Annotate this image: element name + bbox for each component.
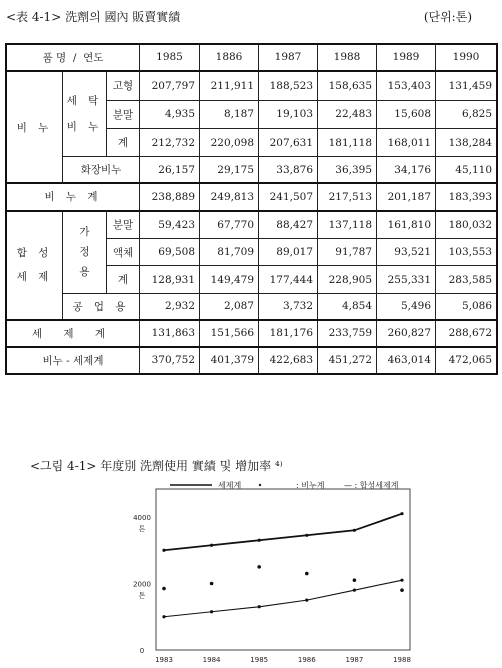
table-header-row <box>7 45 497 71</box>
cell-value: 201,187 <box>377 183 436 210</box>
cell-value: 19,103 <box>259 100 318 128</box>
chart-marks <box>162 512 404 618</box>
synthetic-detergent-point <box>305 599 308 602</box>
figure-caption: <그림 4-1> 年度別 洗劑使用 實績 및 增加率 ⁴⁾ <box>30 459 283 473</box>
cell-value: 288,672 <box>436 320 497 347</box>
cell-value: 22,483 <box>318 100 377 128</box>
row-label: 비 누 계 <box>7 183 140 210</box>
soap-total-point <box>400 588 404 592</box>
unit-note: (단위:톤) <box>423 10 472 24</box>
cell-value: 188,523 <box>259 71 318 100</box>
row-label: 비누 - 세제계 <box>7 347 140 374</box>
group-soap: 비 누 <box>7 71 63 183</box>
cell-value: 3,732 <box>259 293 318 319</box>
header-year-label: 연도 <box>83 51 104 64</box>
legend-label-total: 세제계 <box>218 481 242 490</box>
soap-total-point <box>305 572 309 576</box>
cell-value: 161,810 <box>377 211 436 239</box>
x-tick-label: 1984 <box>202 656 221 664</box>
cell-value: 26,157 <box>140 157 200 183</box>
cell-value: 241,507 <box>259 183 318 210</box>
detergent-total-point <box>210 544 213 547</box>
y-tick-label: 0 <box>139 647 145 655</box>
chart-axes <box>133 489 411 664</box>
cell-value: 255,331 <box>377 266 436 293</box>
soap-total-point <box>353 578 357 582</box>
y-tick-label: 톤 <box>138 591 146 600</box>
cell-value: 149,479 <box>200 266 259 293</box>
header-year: 1988 <box>318 45 377 71</box>
cell-value: 211,911 <box>200 71 259 100</box>
table-row <box>7 71 497 100</box>
row-label: 공 업 용 <box>63 293 140 319</box>
cell-value: 238,889 <box>140 183 200 210</box>
detergent-total-point <box>400 512 403 515</box>
table-row-subtotal <box>7 320 497 347</box>
cell-value: 59,423 <box>140 211 200 239</box>
cell-value: 5,086 <box>436 293 497 319</box>
synthetic-detergent-point <box>400 579 403 582</box>
row-label: 세 제 계 <box>7 320 140 347</box>
x-tick-label: 1985 <box>250 656 269 664</box>
header-year: 1886 <box>200 45 259 71</box>
cell-value: 177,444 <box>259 266 318 293</box>
cell-value: 228,905 <box>318 266 377 293</box>
x-tick-label: 1986 <box>297 656 316 664</box>
cell-value: 138,284 <box>436 128 497 156</box>
soap-total-point <box>210 582 214 586</box>
cell-value: 451,272 <box>318 347 377 374</box>
header-item-label: 품 명 <box>42 51 67 64</box>
cell-value: 45,110 <box>436 157 497 183</box>
cell-value: 283,585 <box>436 266 497 293</box>
row-label: 고형 <box>107 71 140 100</box>
cell-value: 180,032 <box>436 211 497 239</box>
cell-value: 131,863 <box>140 320 200 347</box>
cell-value: 36,395 <box>318 157 377 183</box>
cell-value: 69,508 <box>140 239 200 266</box>
cell-value: 67,770 <box>200 211 259 239</box>
sales-table <box>6 44 497 374</box>
soap-total-point <box>257 565 261 569</box>
cell-value: 472,065 <box>436 347 497 374</box>
plot-frame <box>156 489 410 650</box>
row-label: 계 <box>107 128 140 156</box>
detergent-usage-chart <box>100 475 480 665</box>
cell-value: 137,118 <box>318 211 377 239</box>
table-row <box>7 293 497 319</box>
cell-value: 249,813 <box>200 183 259 210</box>
x-tick-label: 1988 <box>393 656 411 664</box>
group-laundry-soap: 세 탁 비 누 <box>63 71 107 157</box>
cell-value: 33,876 <box>259 157 318 183</box>
row-label: 분말 <box>107 100 140 128</box>
row-label: 계 <box>107 266 140 293</box>
cell-value: 93,521 <box>377 239 436 266</box>
header-slash: / <box>72 51 77 64</box>
cell-value: 131,459 <box>436 71 497 100</box>
cell-value: 370,752 <box>140 347 200 374</box>
cell-value: 2,087 <box>200 293 259 319</box>
detergent-total-point <box>258 539 261 542</box>
cell-value: 88,427 <box>259 211 318 239</box>
cell-value: 207,797 <box>140 71 200 100</box>
legend-label-synthetic: — : 합성세제계 <box>344 481 399 490</box>
header-item-year-cell <box>7 45 140 71</box>
cell-value: 260,827 <box>377 320 436 347</box>
cell-value: 212,732 <box>140 128 200 156</box>
synthetic-detergent-point <box>258 605 261 608</box>
table-row <box>7 157 497 183</box>
y-tick-label: 4000 <box>133 514 151 522</box>
cell-value: 158,635 <box>318 71 377 100</box>
cell-value: 4,854 <box>318 293 377 319</box>
cell-value: 2,932 <box>140 293 200 319</box>
cell-value: 15,608 <box>377 100 436 128</box>
cell-value: 207,631 <box>259 128 318 156</box>
cell-value: 29,175 <box>200 157 259 183</box>
legend-label-soap: : 비누계 <box>296 481 325 490</box>
table-row <box>7 211 497 239</box>
row-label: 분말 <box>107 211 140 239</box>
cell-value: 401,379 <box>200 347 259 374</box>
cell-value: 153,403 <box>377 71 436 100</box>
synthetic-detergent-point <box>162 615 165 618</box>
cell-value: 233,759 <box>318 320 377 347</box>
y-tick-label: 2000 <box>133 580 151 589</box>
cell-value: 422,683 <box>259 347 318 374</box>
cell-value: 4,935 <box>140 100 200 128</box>
table-row-subtotal <box>7 183 497 210</box>
header-year: 1989 <box>377 45 436 71</box>
y-tick-label: 톤 <box>138 525 146 533</box>
row-label: 액체 <box>107 239 140 266</box>
cell-value: 8,187 <box>200 100 259 128</box>
table-caption: <表 4-1> 洗劑의 國內 販賣實績 <box>6 10 181 24</box>
table-row-total <box>7 347 497 374</box>
cell-value: 89,017 <box>259 239 318 266</box>
header-year: 1987 <box>259 45 318 71</box>
soap-total-point <box>162 587 166 591</box>
detergent-total-point <box>162 549 165 552</box>
cell-value: 34,176 <box>377 157 436 183</box>
cell-value: 183,393 <box>436 183 497 210</box>
cell-value: 128,931 <box>140 266 200 293</box>
group-household: 가 정 용 <box>63 211 107 294</box>
cell-value: 81,709 <box>200 239 259 266</box>
synthetic-detergent-line <box>164 580 402 617</box>
x-tick-label: 1987 <box>345 656 364 664</box>
header-year: 1990 <box>436 45 497 71</box>
group-synthetic: 합 성 세 제 <box>7 211 63 320</box>
detergent-total-point <box>305 534 308 537</box>
detergent-total-point <box>353 529 356 532</box>
cell-value: 6,825 <box>436 100 497 128</box>
cell-value: 91,787 <box>318 239 377 266</box>
cell-value: 103,553 <box>436 239 497 266</box>
cell-value: 463,014 <box>377 347 436 374</box>
header-year: 1985 <box>140 45 200 71</box>
row-label: 화장비누 <box>63 157 140 183</box>
detergent-total-line <box>164 514 402 551</box>
cell-value: 168,011 <box>377 128 436 156</box>
cell-value: 181,176 <box>259 320 318 347</box>
legend-swatch-soap <box>259 484 261 486</box>
cell-value: 220,098 <box>200 128 259 156</box>
x-tick-label: 1983 <box>155 656 173 664</box>
cell-value: 151,566 <box>200 320 259 347</box>
cell-value: 181,118 <box>318 128 377 156</box>
synthetic-detergent-point <box>353 589 356 592</box>
cell-value: 5,496 <box>377 293 436 319</box>
synthetic-detergent-point <box>210 610 213 613</box>
cell-value: 217,513 <box>318 183 377 210</box>
